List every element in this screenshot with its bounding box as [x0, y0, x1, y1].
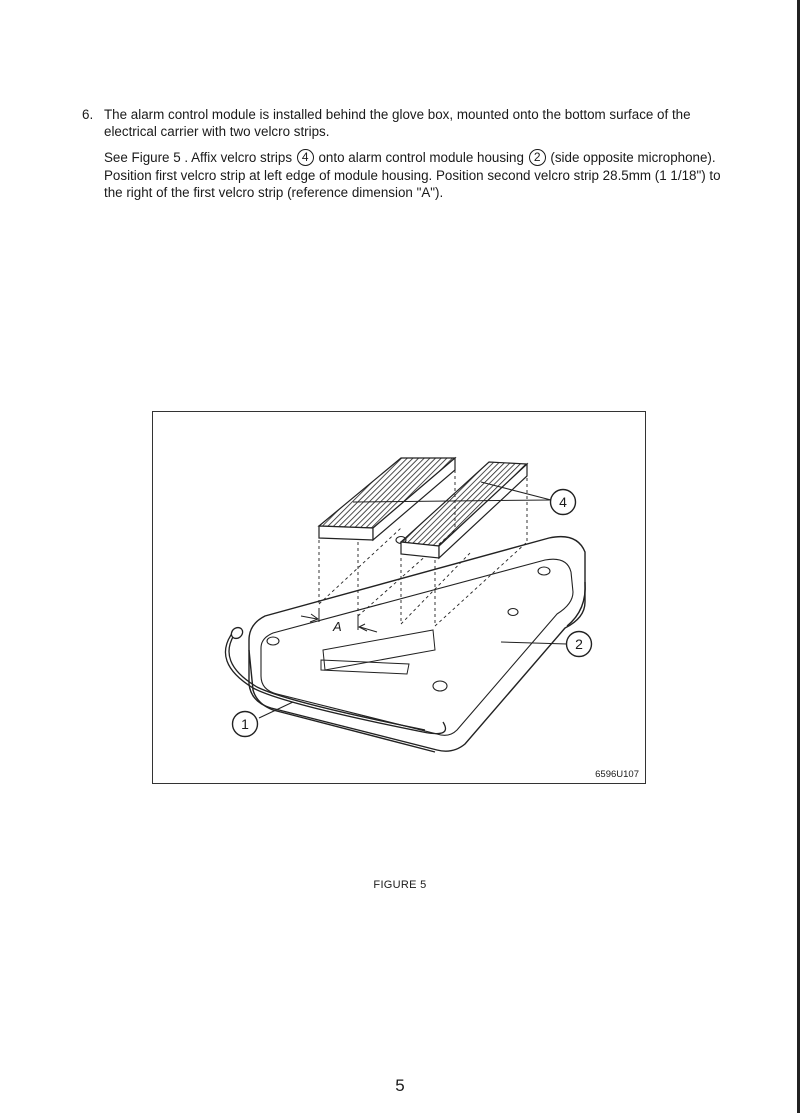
step-6	[82, 106, 722, 140]
instruction-text-part3: (side opposite microphone). Position first velcro strip at left edge of module housing. Position second velcro strip 28.5mm (1 1/18") to the right of the first velcro strip (reference dimension "A").	[104, 150, 721, 200]
step-text: The alarm control module is installed behind the glove box, mounted onto the bottom surface of the electrical carrier with two velcro strips.	[104, 107, 691, 139]
step-number: 6.	[82, 107, 94, 122]
callout-4	[551, 490, 576, 515]
figure-5-frame	[152, 411, 646, 784]
callout-housing-inline: 2	[529, 149, 546, 166]
callout-2-label: 2	[575, 636, 583, 652]
instruction-paragraph	[104, 149, 724, 201]
callout-1-label: 1	[241, 716, 249, 732]
dimension-a-label: A	[333, 619, 342, 634]
callout-1	[233, 712, 258, 737]
module-housing	[249, 537, 585, 752]
callout-4-label: 4	[559, 494, 567, 510]
instruction-text-part2: onto alarm control module housing	[314, 150, 528, 165]
figure-caption: FIGURE 5	[373, 879, 427, 891]
page-number: 5	[395, 1076, 405, 1095]
callout-velcro-inline: 4	[297, 149, 314, 166]
module-illustration	[153, 412, 647, 785]
instruction-text-part1: See Figure 5 . Affix velcro strips	[104, 150, 296, 165]
callout-2	[567, 632, 592, 657]
drawing-number: 6596U107	[595, 769, 639, 780]
